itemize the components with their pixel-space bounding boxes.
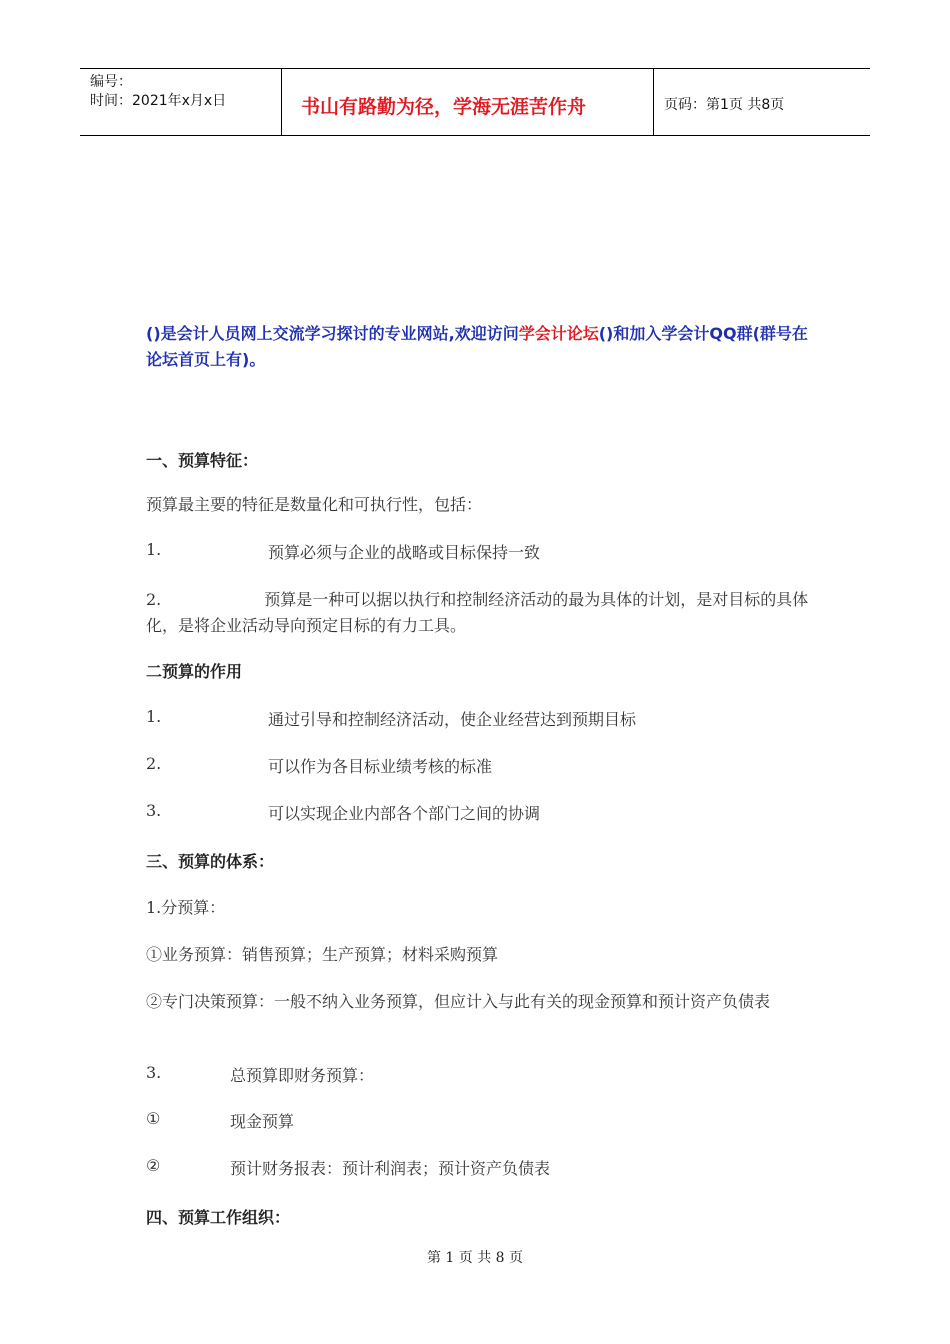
- list-item-text: 通过引导和控制经济活动，使企业经营达到预期目标: [268, 710, 637, 729]
- list-item-text: 现金预算: [230, 1112, 295, 1131]
- list-item-number: 2.: [146, 590, 162, 609]
- intro-paragraph: [146, 321, 811, 373]
- header-motto: 书山有路勤为径，学海无涯苦作舟: [301, 96, 587, 118]
- list-item-text: 总预算即财务预算：: [230, 1066, 375, 1085]
- list-item-number: 1.: [146, 707, 162, 726]
- page-footer: 第 1 页 共 8 页: [426, 1250, 524, 1266]
- forum-link[interactable]: 学会计论坛: [518, 324, 599, 343]
- header-divider-left: [281, 68, 282, 136]
- document-number-label: 编号：: [90, 74, 132, 90]
- header-top-border: [80, 68, 870, 69]
- document-time-label: 时间：2021年x月x日: [90, 93, 227, 109]
- list-item-number: 3.: [146, 1063, 162, 1082]
- list-item-number: ①: [146, 1109, 161, 1128]
- subsection-sub-budget: 1.分预算：: [146, 898, 226, 917]
- section-heading-features: 一、预算特征：: [146, 451, 259, 470]
- list-item-text: 预算必须与企业的战略或目标保持一致: [268, 543, 541, 562]
- section-features-intro: 预算最主要的特征是数量化和可执行性，包括：: [146, 495, 483, 514]
- header-bottom-border: [80, 135, 870, 136]
- section-heading-organization: 四、预算工作组织：: [146, 1208, 291, 1227]
- list-item-business-budget: ①业务预算：销售预算；生产预算；材料采购预算: [146, 945, 499, 964]
- intro-text-part2: ()和加入学会计QQ群(群号在论坛首页上有)。: [146, 324, 808, 369]
- list-item-number: 1.: [146, 540, 162, 559]
- list-item-text: 可以作为各目标业绩考核的标准: [268, 757, 493, 776]
- header-page-info: 页码：第1页 共8页: [664, 97, 785, 113]
- list-item-number: 3.: [146, 801, 162, 820]
- intro-text-part1: ()是会计人员网上交流学习探讨的专业网站,欢迎访问: [146, 324, 519, 343]
- section-heading-system: 三、预算的体系：: [146, 852, 275, 871]
- list-item-number: ②: [146, 1156, 161, 1175]
- list-item-text: 可以实现企业内部各个部门之间的协调: [268, 804, 541, 823]
- list-item-text: 预算是一种可以据以执行和控制经济活动的最为具体的计划，是对目标的具体化，是将企业活动导向预定目标的有力工具。: [146, 590, 809, 635]
- list-item-wrapped: [146, 587, 811, 639]
- list-item-text: 预计财务报表：预计利润表；预计资产负债表: [230, 1159, 551, 1178]
- section-heading-functions: 二预算的作用: [146, 662, 243, 681]
- header-divider-right: [653, 68, 654, 136]
- list-item-special-decision-budget: ②专门决策预算：一般不纳入业务预算，但应计入与此有关的现金预算和预计资产负债表: [146, 992, 771, 1011]
- list-item-number: 2.: [146, 754, 162, 773]
